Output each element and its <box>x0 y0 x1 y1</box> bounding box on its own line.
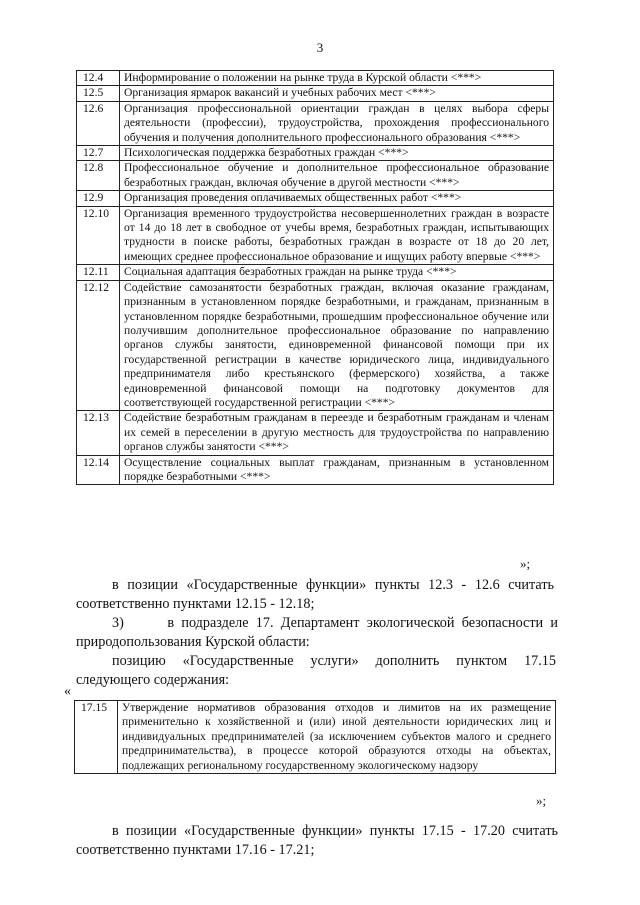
table-row <box>77 146 554 161</box>
row-number: 12.4 <box>77 71 120 86</box>
table-row <box>75 701 556 774</box>
table-row <box>77 161 554 191</box>
table-row <box>77 86 554 101</box>
row-text: Организация проведения оплачиваемых общественных работ <***> <box>120 191 554 206</box>
paragraph-line: позицию «Государственные услуги» дополнить пунктом 17.15 <box>112 653 556 669</box>
row-text: Организация профессиональной ориентации граждан в целях выбора сферы деятельности (профессии), трудоустройства, прохождения профессионального обучения и получения дополнительного профессионального образования <***> <box>120 101 554 145</box>
closing-quote: »; <box>536 793 547 808</box>
table-row <box>77 191 554 206</box>
row-number: 12.9 <box>77 191 120 206</box>
page-number: 3 <box>316 40 324 55</box>
row-text: Социальная адаптация безработных граждан на рынке труда <***> <box>120 265 554 280</box>
services-table-section-17 <box>74 700 556 774</box>
row-number: 12.8 <box>77 161 120 191</box>
paragraph-line: соответственно пунктами 17.16 - 17.21; <box>76 842 315 858</box>
row-number: 17.15 <box>75 701 118 774</box>
row-number: 12.10 <box>77 206 120 265</box>
table-row <box>77 101 554 145</box>
services-table-section-12 <box>76 70 554 485</box>
paragraph-line: следующего содержания: <box>76 672 230 688</box>
row-text: Организация временного трудоустройства несовершеннолетних граждан в возрасте от 14 до 18 лет в свободное от учебы время, безработных граждан, испытывающих трудности в поиске работы, безработных граждан в возрасте от 18 до 20 лет, имеющих среднее профессиональное образование и ищущих работу впервые <***> <box>120 206 554 265</box>
table-row <box>77 206 554 265</box>
paragraph-line: природопользования Курской области: <box>76 634 310 650</box>
table-row <box>77 280 554 411</box>
paragraph-line: соответственно пунктами 12.15 - 12.18; <box>76 596 315 612</box>
row-text: Утверждение нормативов образования отходов и лимитов на их размещение применительно к хозяйственной и (или) иной деятельности юридических лиц и индивидуальных предпринимателей (за исключением субъектов малого и среднего предпринимательства), в процессе которой образуются отходы на объектах, подлежащих региональному государственному экологическому надзору <box>118 701 556 774</box>
opening-quote: « <box>64 684 71 699</box>
row-text: Организация ярмарок вакансий и учебных рабочих мест <***> <box>120 86 554 101</box>
row-text: Осуществление социальных выплат гражданам, признанным в установленном порядке безработными <***> <box>120 455 554 485</box>
row-text: Информирование о положении на рынке труда в Курской области <***> <box>120 71 554 86</box>
row-number: 12.6 <box>77 101 120 145</box>
row-number: 12.14 <box>77 455 120 485</box>
row-number: 12.7 <box>77 146 120 161</box>
paragraph-line: в позиции «Государственные функции» пункты 17.15 - 17.20 считать <box>112 823 558 839</box>
row-text: Профессиональное обучение и дополнительное профессиональное образование безработных граждан, включая обучение в другой местности <***> <box>120 161 554 191</box>
paragraph-line: 3) в подразделе 17. Департамент экологической безопасности и <box>112 615 558 631</box>
row-text: Содействие самозанятости безработных граждан, включая оказание гражданам, признанным в установленном порядке безработными, и гражданам, признанным в установленном порядке безработными, прошедшим профессиональное обучение или получившим дополнительное профессиональное образование по направлению органов службы занятости, единовременной финансовой помощи при их государственной регистрации в качестве юридического лица, индивидуального предпринимателя либо крестьянского (фермерского) хозяйства, а также единовременной финансовой помощи на подготовку документов для соответствующей государственной регистрации <***> <box>120 280 554 411</box>
table-row <box>77 71 554 86</box>
row-number: 12.5 <box>77 86 120 101</box>
table-row <box>77 411 554 455</box>
closing-quote: »; <box>520 556 531 571</box>
table-row <box>77 455 554 485</box>
paragraph-line: в позиции «Государственные функции» пункты 12.3 - 12.6 считать <box>112 577 554 593</box>
table-row <box>77 265 554 280</box>
row-number: 12.11 <box>77 265 120 280</box>
row-number: 12.13 <box>77 411 120 455</box>
row-text: Содействие безработным гражданам в переезде и безработным гражданам и членам их семей в переселении в другую местность для трудоустройства по направлению органов службы занятости <***> <box>120 411 554 455</box>
row-number: 12.12 <box>77 280 120 411</box>
row-text: Психологическая поддержка безработных граждан <***> <box>120 146 554 161</box>
